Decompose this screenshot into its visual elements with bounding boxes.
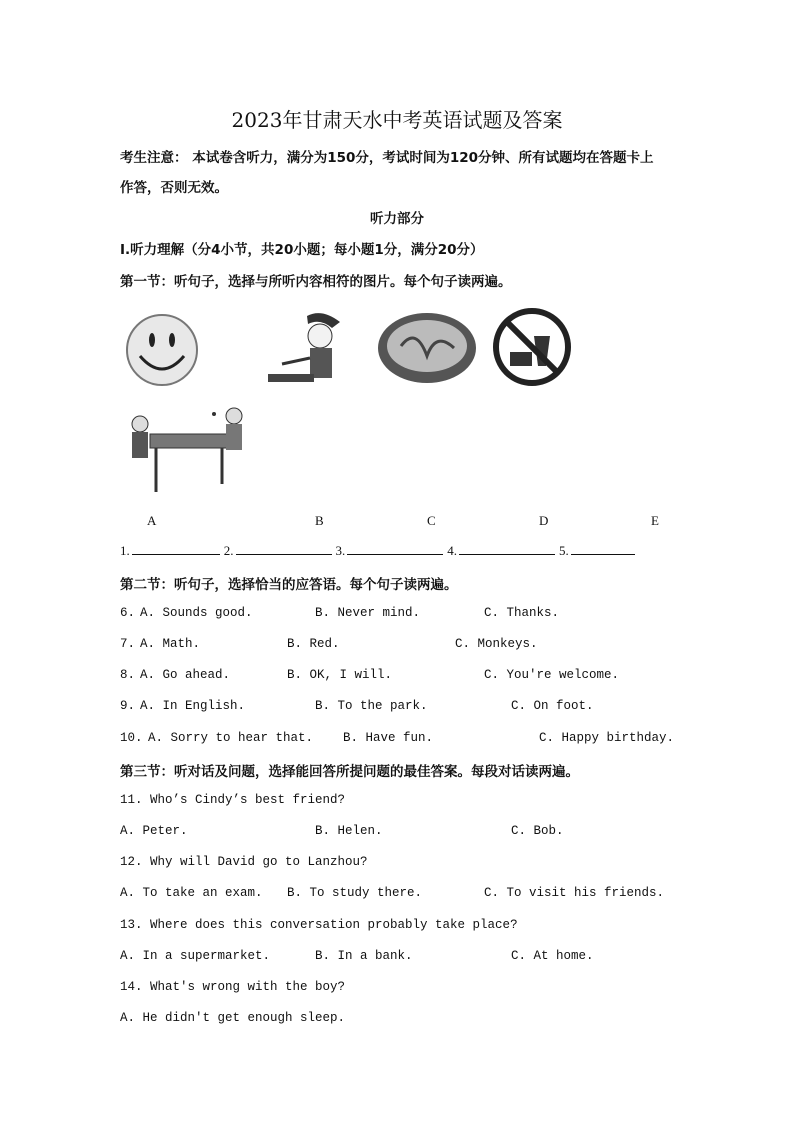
blank-label-2: 2. <box>223 543 234 558</box>
option-c: C. Bob. <box>511 824 564 838</box>
option-b: B. OK, I will. <box>287 668 393 682</box>
blank-label-4: 4. <box>447 543 457 558</box>
question-text: 11. Who’s Cindy’s best friend? <box>120 793 346 807</box>
answer-blank-4[interactable] <box>459 542 555 555</box>
image-label-d: D <box>539 513 549 528</box>
question-number: 7. <box>120 637 136 651</box>
page-title: 2023年甘肃天水中考英语试题及答案 <box>231 108 563 132</box>
section3-heading: 第三节：听对话及问题，选择能回答所提问题的最佳答案。每段对话读两遍。 <box>120 764 579 780</box>
blank-label-1: 1. <box>120 543 130 558</box>
option-a: A. Peter. <box>120 824 188 838</box>
option-b: B. Never mind. <box>315 606 421 620</box>
blank-label-3: 3. <box>335 543 346 558</box>
option-b: B. To study there. <box>287 886 423 900</box>
option-c: C. Happy birthday. <box>539 731 675 745</box>
part-heading: 听力部分 <box>370 211 424 227</box>
option-b: B. Have fun. <box>343 731 434 745</box>
question-number: 8. <box>120 668 136 682</box>
table-tennis-image <box>122 404 252 496</box>
option-c: C. At home. <box>511 949 594 963</box>
option-a: A. Math. <box>140 637 201 651</box>
noodles-bowl-image <box>376 306 478 386</box>
option-c: C. To visit his friends. <box>484 886 665 900</box>
section1-heading: 第一节：听句子，选择与所听内容相符的图片。每个句子读两遍。 <box>120 274 512 290</box>
question-number: 9. <box>120 699 136 713</box>
no-eating-sign-image <box>490 306 574 388</box>
option-b: B. In a bank. <box>315 949 413 963</box>
option-c: C. Thanks. <box>484 606 560 620</box>
answer-blank-1[interactable] <box>132 542 220 555</box>
option-b: B. Helen. <box>315 824 383 838</box>
question-text: 13. Where does this conversation probably take place? <box>120 918 518 932</box>
answer-blank-2[interactable] <box>236 542 332 555</box>
answer-blank-5[interactable] <box>571 542 635 555</box>
blank-label-5: 5. <box>559 543 569 558</box>
option-a: A. To take an exam. <box>120 886 263 900</box>
answer-blank-3[interactable] <box>347 542 443 555</box>
option-a: A. Sounds good. <box>140 606 253 620</box>
image-label-e: E <box>651 513 659 528</box>
option-b: B. To the park. <box>315 699 428 713</box>
notice-line1: 考生注意： 本试卷含听力，满分为150分，考试时间为120分钟、所有试题均在答题卡上 <box>120 150 654 166</box>
option-c: C. Monkeys. <box>455 637 538 651</box>
image-label-c: C <box>427 513 436 528</box>
question-number: 10. <box>120 731 143 745</box>
section-i-heading: Ⅰ.听力理解（分4小节，共20小题；每小题1分，满分20分） <box>120 242 484 258</box>
section2-heading: 第二节：听句子，选择恰当的应答语。每个句子读两遍。 <box>120 577 458 593</box>
option-b: B. Red. <box>287 637 340 651</box>
notice-line2: 作答，否则无效。 <box>120 180 228 196</box>
image-label-a: A <box>147 513 157 528</box>
option-a: A. Go ahead. <box>140 668 231 682</box>
smiley-face-image <box>124 310 200 390</box>
option-c: C. You're welcome. <box>484 668 620 682</box>
child-cooking-image <box>262 308 348 388</box>
option-a: A. Sorry to hear that. <box>148 731 314 745</box>
option-a: A. In a supermarket. <box>120 949 271 963</box>
question-text: 14. What's wrong with the boy? <box>120 980 346 994</box>
option-a: A. He didn't get enough sleep. <box>120 1011 346 1025</box>
image-label-b: B <box>315 513 324 528</box>
option-c: C. On foot. <box>511 699 594 713</box>
question-number: 6. <box>120 606 136 620</box>
option-a: A. In English. <box>140 699 246 713</box>
question-text: 12. Why will David go to Lanzhou? <box>120 855 368 869</box>
answer-blanks <box>120 542 639 559</box>
